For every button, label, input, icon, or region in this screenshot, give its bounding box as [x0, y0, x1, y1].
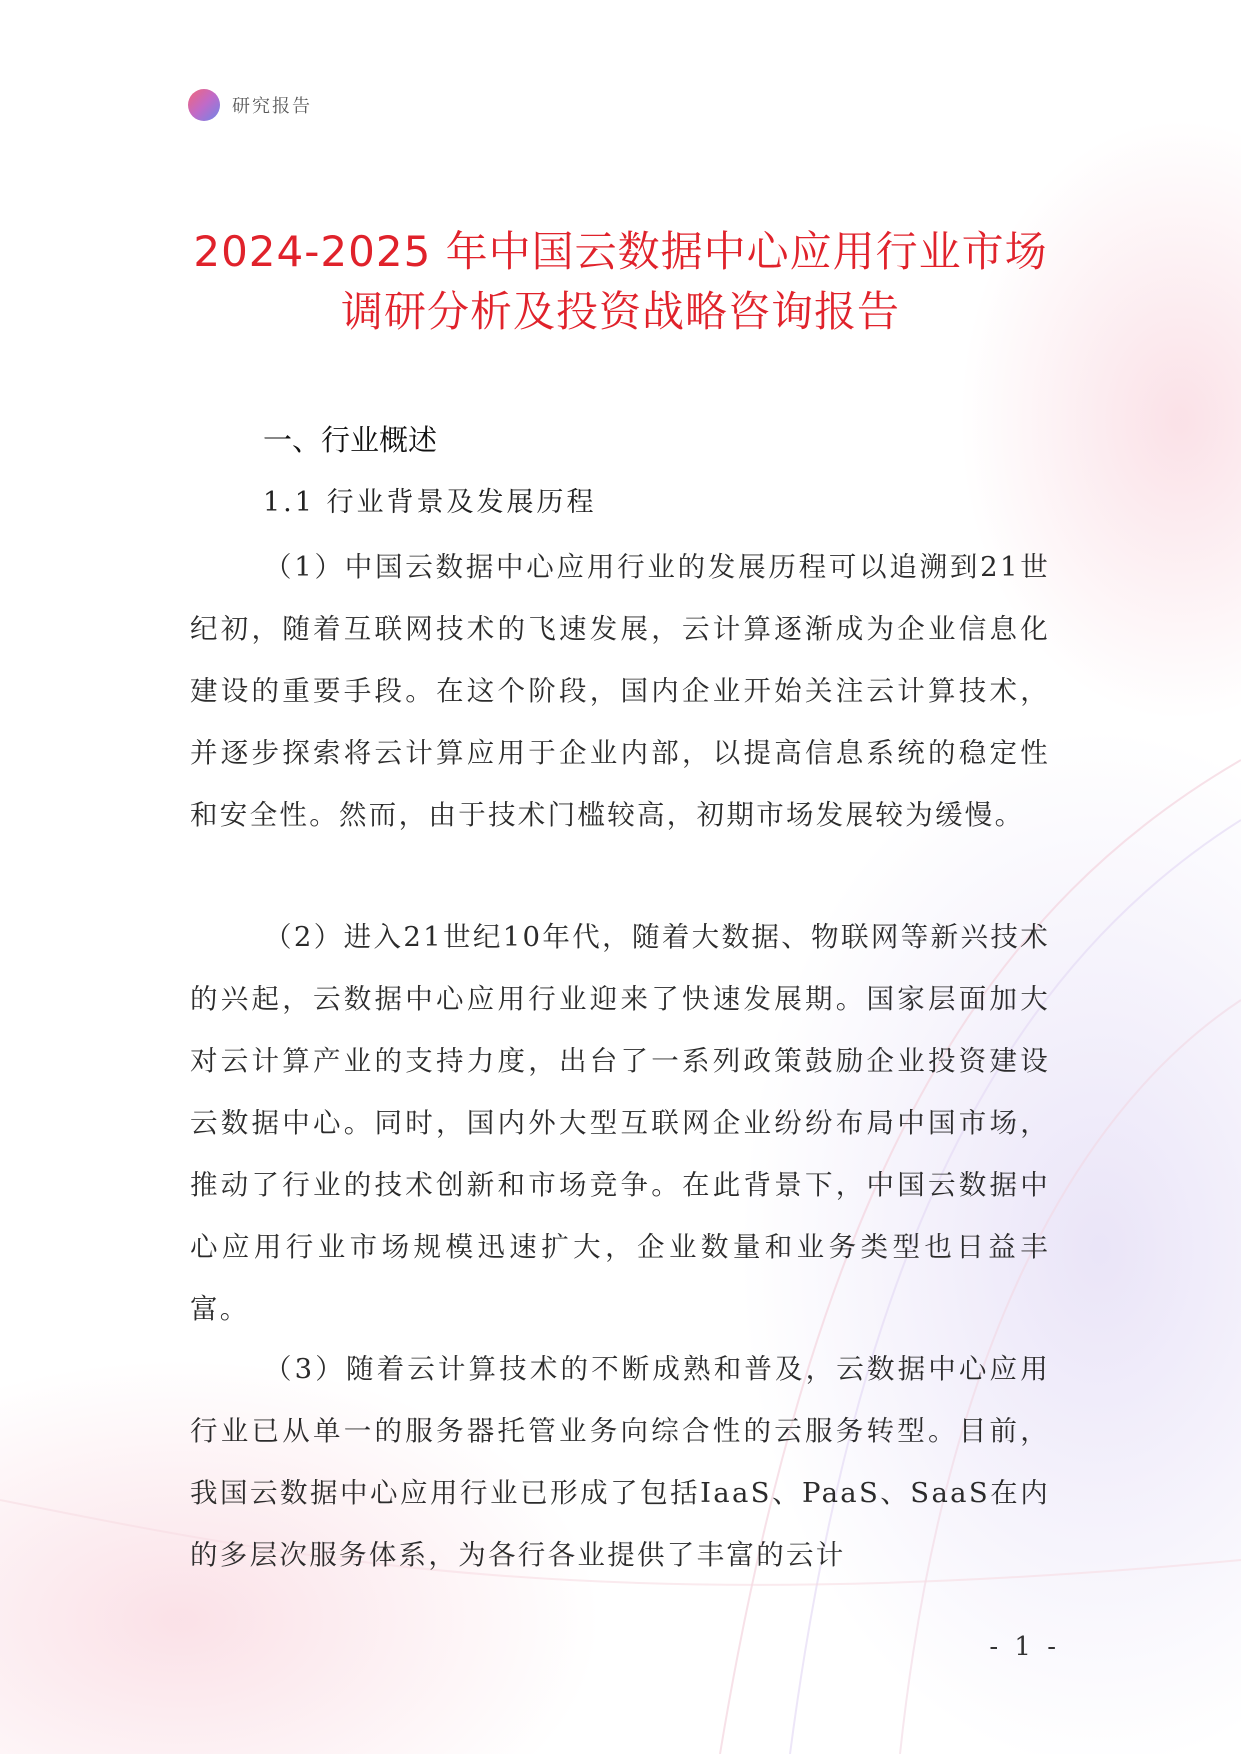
section-subheading: 1.1 行业背景及发展历程 [263, 487, 597, 518]
page-number: - 1 - [989, 1632, 1060, 1662]
section-heading: 一、行业概述 [263, 423, 438, 457]
document-title [150, 222, 1091, 342]
paragraph-1: （1）中国云数据中心应用行业的发展历程可以追溯到21世纪初，随着互联网技术的飞速发展，云计算逐渐成为企业信息化建设的重要手段。在这个阶段，国内企业开始关注云计算技术，并逐步探索将云计算应用于企业内部，以提高信息系统的稳定性和安全性。然而，由于技术门槛较高，初期市场发展较为缓慢。 [190, 551, 1050, 831]
header-brand [188, 89, 312, 121]
title-line-1: 2024-2025 年中国云数据中心应用行业市场 [193, 227, 1048, 276]
brand-text: 研究报告 [232, 96, 312, 117]
paragraph-2: （2）进入21世纪10年代，随着大数据、物联网等新兴技术的兴起，云数据中心应用行业迎来了快速发展期。国家层面加大对云计算产业的支持力度，出台了一系列政策鼓励企业投资建设云数据中心。同时，国内外大型互联网企业纷纷布局中国市场，推动了行业的技术创新和市场竞争。在此背景下，中国云数据中心应用行业市场规模迅速扩大，企业数量和业务类型也日益丰富。 [190, 921, 1050, 1325]
title-line-2: 调研分析及投资战略咨询报告 [340, 287, 900, 336]
paragraph-3: （3）随着云计算技术的不断成熟和普及，云数据中心应用行业已从单一的服务器托管业务向综合性的云服务转型。目前，我国云数据中心应用行业已形成了包括IaaS、PaaS、SaaS在内的多层次服务体系，为各行各业提供了丰富的云计 [190, 1353, 1050, 1571]
brand-logo-icon [188, 89, 220, 121]
